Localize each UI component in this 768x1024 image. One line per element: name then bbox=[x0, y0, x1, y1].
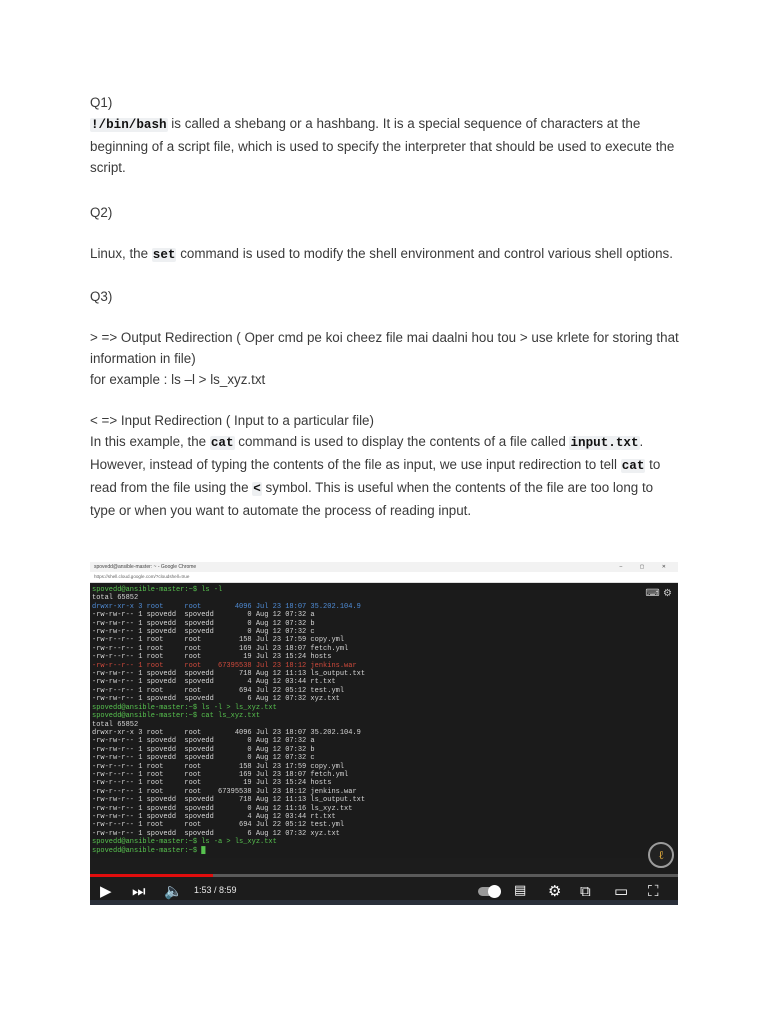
q3-input-text-4: to read from the file using the bbox=[90, 457, 661, 495]
q3-input-text-3: . However, instead of typing the contents of the file as input, we use input redirection to tell bbox=[90, 434, 644, 472]
terminal-line: -rw-rw-r-- 1 spovedd spovedd 4 Aug 12 03:44 rt.txt bbox=[92, 678, 336, 687]
terminal-line: -rw-rw-r-- 1 spovedd spovedd 4 Aug 12 03:44 rt.txt bbox=[92, 812, 336, 821]
terminal-line: drwxr-xr-x 3 root root 4096 Jul 23 18:07 35.202.104.9 bbox=[92, 602, 361, 611]
terminal-line: -rw-rw-r-- 1 spovedd spovedd 6 Aug 12 07:32 xyz.txt bbox=[92, 695, 340, 704]
q3-input-text-1: In this example, the bbox=[90, 434, 210, 449]
fullscreen-icon[interactable]: ⛶ bbox=[648, 882, 659, 900]
q3-input-text-5: symbol. This is useful when the contents of the file are too long to type or when you want to automate the process of reading input. bbox=[90, 480, 654, 518]
keyboard-icon[interactable]: ⌨ bbox=[645, 588, 660, 599]
terminal-line: drwxr-xr-x 3 root root 4096 Jul 23 18:07 35.202.104.9 bbox=[92, 728, 361, 737]
terminal-line: spovedd@ansible-master:~$ █ bbox=[92, 846, 206, 855]
terminal-line: -rw-r--r-- 1 root root 67395538 Jul 23 18:12 jenkins.war bbox=[92, 787, 357, 796]
q3-input-code-lt: < bbox=[253, 482, 261, 496]
autoplay-knob bbox=[488, 885, 501, 898]
terminal-line: -rw-r--r-- 1 root root 19 Jul 23 15:24 hosts bbox=[92, 653, 332, 662]
q2-prefix: Linux, the bbox=[90, 246, 152, 261]
q3-input-explanation bbox=[90, 431, 680, 521]
terminal-line: -rw-r--r-- 1 root root 694 Jul 22 05:12 test.yml bbox=[92, 821, 345, 830]
q3-input-code-cat-2: cat bbox=[621, 459, 645, 473]
q3-output-example: for example : ls –l > ls_xyz.txt bbox=[90, 372, 266, 387]
browser-title: spovedd@ansible-master: ~ - Google Chrome bbox=[94, 564, 197, 570]
terminal-line: -rw-rw-r-- 1 spovedd spovedd 0 Aug 12 07:32 a bbox=[92, 737, 315, 746]
terminal-line: -rw-r--r-- 1 root root 158 Jul 23 17:59 copy.yml bbox=[92, 762, 345, 771]
terminal-line: total 65852 bbox=[92, 720, 139, 729]
terminal-line: -rw-rw-r-- 1 spovedd spovedd 0 Aug 12 07:32 a bbox=[92, 611, 315, 620]
terminal-line: -rw-rw-r-- 1 spovedd spovedd 0 Aug 12 07:32 c bbox=[92, 628, 315, 637]
video-time: 1:53 / 8:59 bbox=[194, 885, 237, 895]
browser-url: https://shell.cloud.google.com/?cloudshell=true bbox=[94, 574, 190, 579]
q3-input-heading: < => Input Redirection ( Input to a particular file) bbox=[90, 413, 374, 428]
window-controls[interactable]: – ▢ ✕ bbox=[619, 564, 674, 570]
q1-answer bbox=[90, 113, 680, 178]
terminal-line: -rw-rw-r-- 1 spovedd spovedd 718 Aug 12 11:13 ls_output.txt bbox=[92, 796, 366, 805]
q1-code: !/bin/bash bbox=[91, 118, 167, 132]
browser-title-bar bbox=[90, 562, 678, 572]
terminal-line: -rw-rw-r-- 1 spovedd spovedd 718 Aug 12 11:13 ls_output.txt bbox=[92, 670, 366, 679]
q1-text: is called a shebang or a hashbang. It is a special sequence of characters at the beginning of a script file, which is used to specify the interpreter that should be used to execute the script. bbox=[90, 116, 675, 175]
q3-input-code-cat: cat bbox=[210, 436, 234, 450]
terminal-line: spovedd@ansible-master:~$ ls -l > ls_xyz.txt bbox=[92, 703, 277, 712]
q2-label: Q2) bbox=[90, 205, 113, 220]
q2-answer bbox=[90, 243, 680, 266]
terminal-line: spovedd@ansible-master:~$ ls -a > ls_xyz.txt bbox=[92, 838, 277, 847]
play-icon[interactable]: ▶ bbox=[100, 882, 112, 900]
settings-gear-icon[interactable]: ⚙ bbox=[548, 882, 562, 900]
subtitles-icon[interactable]: ▤ bbox=[514, 883, 527, 898]
terminal-line: -rw-r--r-- 1 root root 169 Jul 23 18:07 fetch.yml bbox=[92, 644, 349, 653]
miniplayer-icon[interactable]: ⧉ bbox=[580, 882, 591, 900]
autoplay-toggle[interactable] bbox=[478, 887, 500, 896]
terminal-line: spovedd@ansible-master:~$ ls -l bbox=[92, 586, 223, 594]
terminal-line: -rw-rw-r-- 1 spovedd spovedd 0 Aug 12 11:16 ls_xyz.txt bbox=[92, 804, 353, 813]
os-taskbar bbox=[90, 900, 678, 905]
theater-icon[interactable]: ▭ bbox=[614, 882, 629, 900]
terminal-line: -rw-r--r-- 1 root root 19 Jul 23 15:24 hosts bbox=[92, 779, 332, 788]
q3-label: Q3) bbox=[90, 289, 113, 304]
terminal-line: -rw-rw-r-- 1 spovedd spovedd 0 Aug 12 07:32 b bbox=[92, 619, 315, 628]
terminal-line: -rw-rw-r-- 1 spovedd spovedd 0 Aug 12 07:32 c bbox=[92, 754, 315, 763]
terminal-line: -rw-r--r-- 1 root root 158 Jul 23 17:59 copy.yml bbox=[92, 636, 345, 645]
terminal-line: spovedd@ansible-master:~$ cat ls_xyz.txt bbox=[92, 712, 261, 721]
q2-code: set bbox=[152, 248, 176, 262]
q2-text: command is used to modify the shell environment and control various shell options. bbox=[176, 246, 673, 261]
avatar-icon: ℓ bbox=[658, 848, 664, 862]
q3-input-code-file: input.txt bbox=[570, 436, 639, 450]
terminal-line: -rw-rw-r-- 1 spovedd spovedd 6 Aug 12 07:32 xyz.txt bbox=[92, 829, 340, 838]
volume-icon[interactable]: 🔈 bbox=[164, 882, 183, 900]
terminal-line: -rw-r--r-- 1 root root 169 Jul 23 18:07 fetch.yml bbox=[92, 770, 349, 779]
browser-url-bar[interactable] bbox=[90, 572, 678, 583]
channel-avatar[interactable] bbox=[648, 842, 674, 868]
next-icon[interactable]: ⏭ bbox=[132, 882, 146, 900]
terminal-line: -rw-r--r-- 1 root root 67395538 Jul 23 18:12 jenkins.war bbox=[92, 661, 357, 670]
terminal-line: total 65852 bbox=[92, 594, 139, 603]
document-body bbox=[90, 92, 680, 521]
q1-label: Q1) bbox=[90, 95, 113, 110]
terminal-toolbar-icons bbox=[645, 588, 672, 599]
terminal-output bbox=[90, 583, 678, 858]
video-screenshot bbox=[90, 562, 678, 905]
terminal-settings-icon[interactable]: ⚙ bbox=[663, 588, 672, 599]
q3-input-text-2: command is used to display the contents of a file called bbox=[234, 434, 570, 449]
terminal-line: -rw-r--r-- 1 root root 694 Jul 22 05:12 test.yml bbox=[92, 686, 345, 695]
terminal-line: -rw-rw-r-- 1 spovedd spovedd 0 Aug 12 07:32 b bbox=[92, 745, 315, 754]
q3-output-redirection: > => Output Redirection ( Oper cmd pe koi cheez file mai daalni hou tou > use krlete for storing that information in file) bbox=[90, 330, 679, 366]
